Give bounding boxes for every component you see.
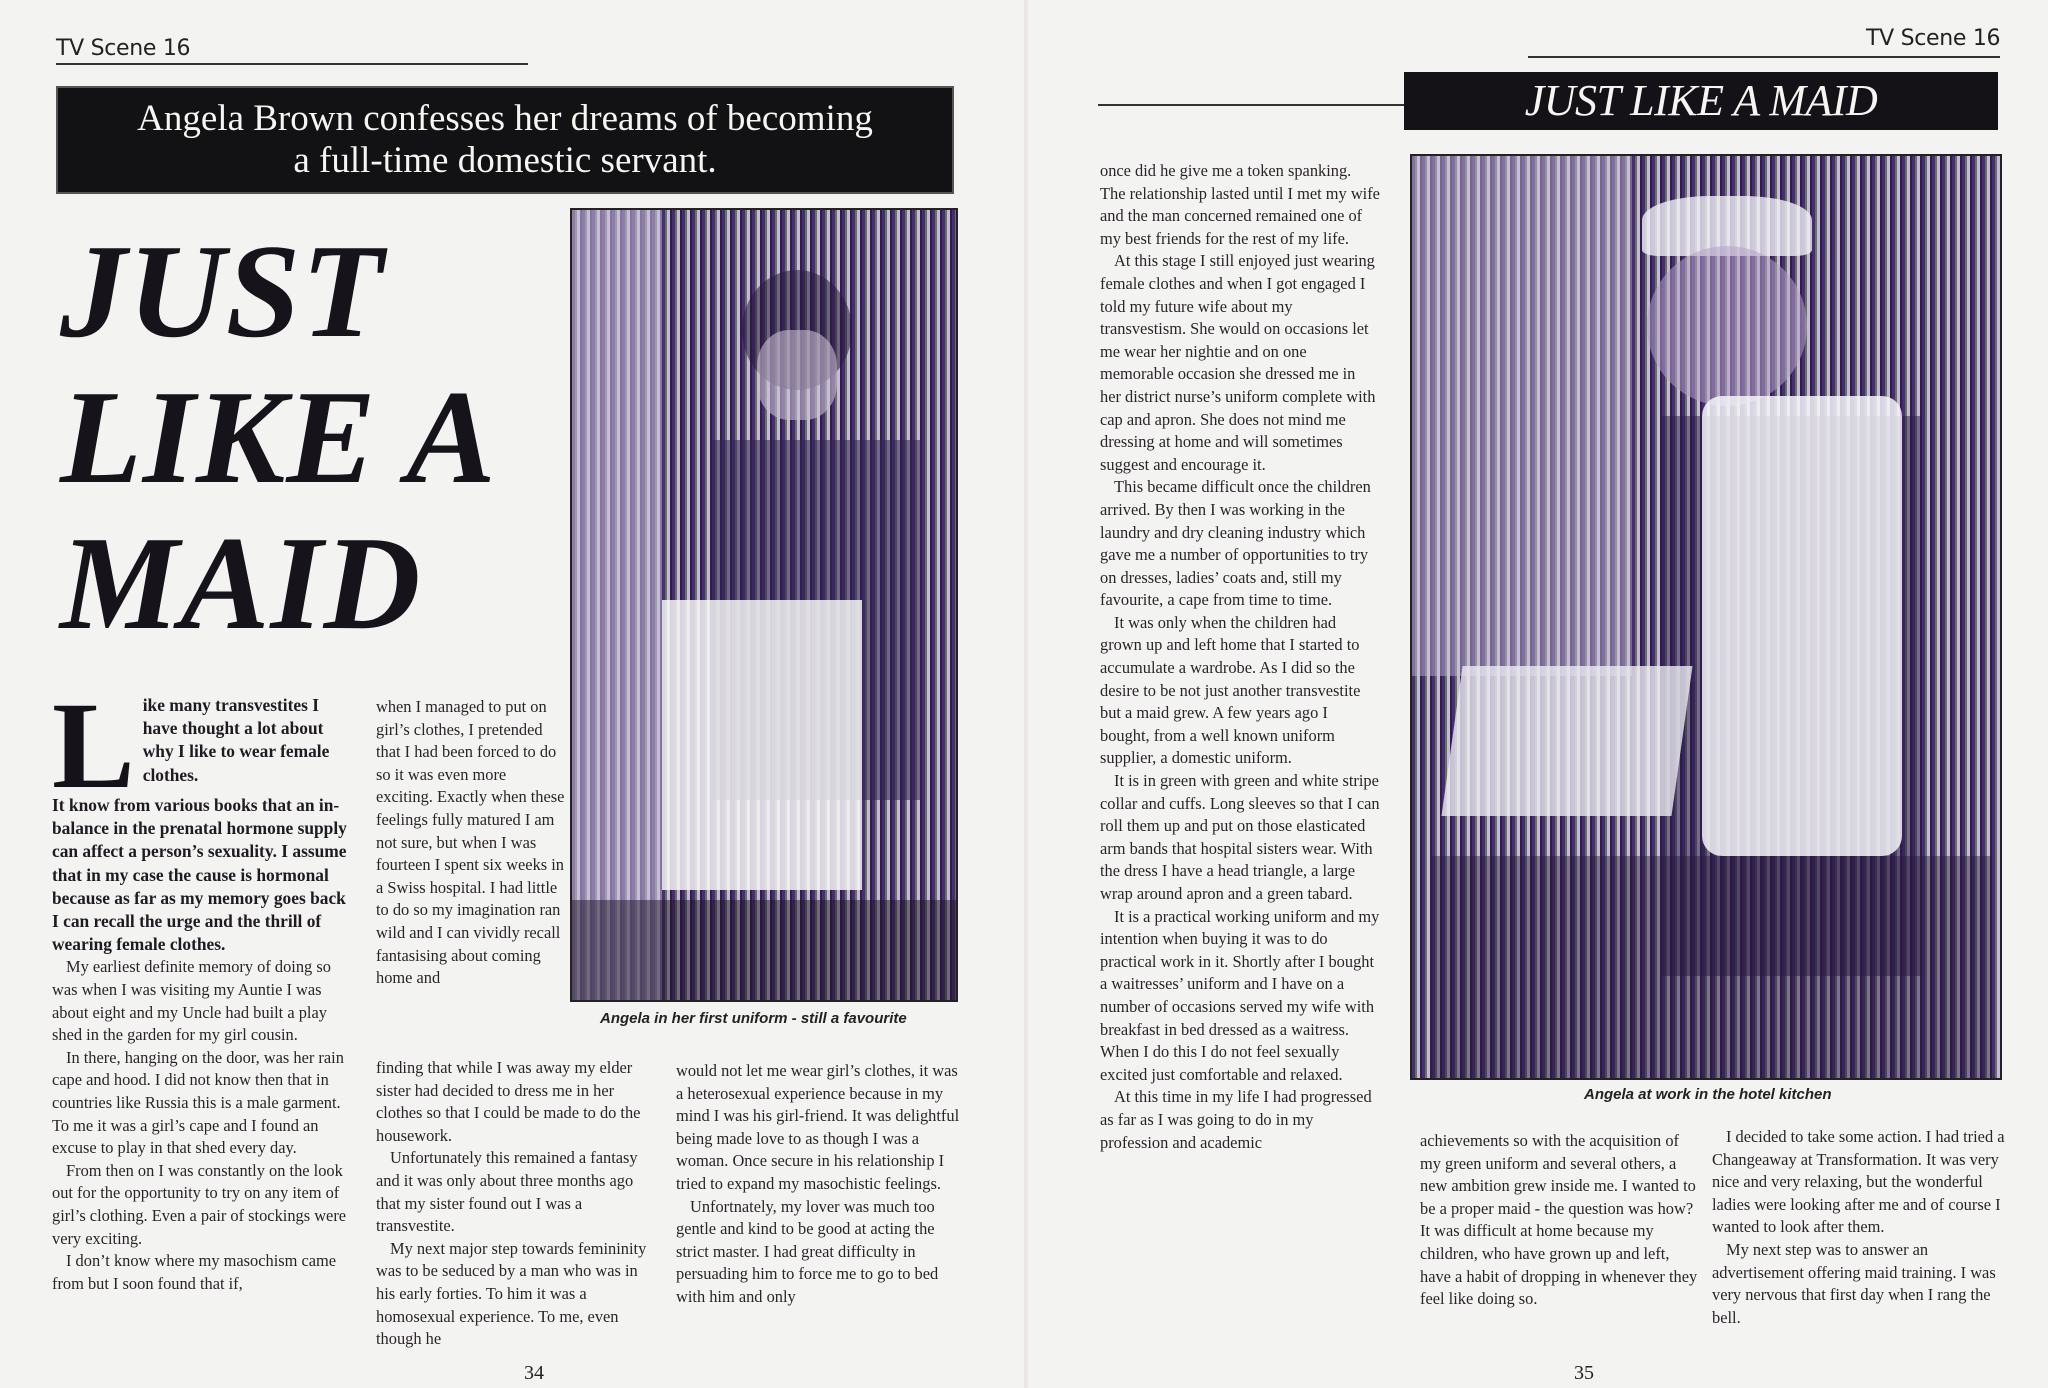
- page-number: 34: [524, 1362, 544, 1384]
- paragraph: It was only when the children had grown up and left home that I started to accumulate a wardrobe. As I did so the desire to be not just another transvestite but a maid grew. A few years ago I bought, from a well known uniform supplier, a domestic uniform.: [1100, 612, 1361, 768]
- paragraph: It is a practical working uniform and my intention when buying it was to do practical work in it. Shortly after I bought a waitresses’ uniform and I have on a number of occasions served my wife with breakfast in bed dressed as a waitress. When I do this I do not feel sexually excited just comfortable and relaxed.: [1100, 906, 1380, 1084]
- paragraph: when I managed to put on girl’s clothes, I pretended that I had been forced to do so it was even more exciting. Exactly when these feelings fully matured I am not sure, but when I was fourteen I spent six weeks in a Swiss hospital. I had little to do so my imagination ran wild and I can vividly recall fantasising about coming home and: [376, 697, 565, 988]
- article-column-5: [1420, 1130, 1700, 1311]
- lead-paragraph-2: It know from various books that an in-balance in the prenatal hormone supply can affect a person’s sexuality. I assume that in my case the cause is hormonal because as far as my memory goes back I can recall the urge and the thrill of wearing female clothes.: [52, 795, 347, 955]
- deck-line-2: a full-time domestic servant.: [293, 140, 717, 181]
- paragraph: Unfortnately, my lover was much too gentle and kind to be good at acting the strict master. I had great difficulty in persuading him to force me to go to bed with him and only: [676, 1196, 939, 1306]
- article-title: [60, 218, 497, 656]
- paragraph: In there, hanging on the door, was her rain cape and hood. I did not know then that in countries like Russia this is a male garment. To me it was a girl’s cape and I found an excuse to play in that shed every day.: [52, 1047, 344, 1158]
- running-head: TV Scene 16: [56, 36, 191, 61]
- title-line-1: JUST: [60, 217, 385, 365]
- paragraph: My next major step towards femininity was to be seduced by a man who was in his early forties. To him it was a homosexual experience. To me, even though he: [376, 1238, 647, 1349]
- title-line-2: LIKE A: [60, 363, 497, 511]
- photo-caption: Angela in her first uniform - still a favourite: [600, 1010, 907, 1027]
- paragraph: once did he give me a token spanking. The relationship lasted until I met my wife and the man concerned remained one of my best friends for the rest of my life.: [1100, 161, 1380, 248]
- paragraph: I don’t know where my masochism came from but I soon found that if,: [52, 1251, 337, 1293]
- article-column-6: [1712, 1126, 2012, 1329]
- deck-banner: [56, 86, 954, 194]
- article-column-2: [376, 1057, 656, 1351]
- banner-rule-left: [1098, 104, 1404, 106]
- title-banner: JUST LIKE A MAID: [1404, 72, 1998, 130]
- paragraph: This became difficult once the children arrived. By then I was working in the laundry and dry cleaning industry which gave me a number of opportunities to try on dresses, ladies’ coats and, still my favourite, a cape from time to time.: [1100, 477, 1371, 610]
- photo-hotel-kitchen: [1410, 154, 2002, 1080]
- page-number-right: 35: [1574, 1362, 1594, 1384]
- paragraph: My earliest definite memory of doing so was when I was visiting my Auntie I was about eight and my Uncle had built a play shed in the garden for my girl cousin.: [52, 957, 331, 1045]
- running-head-right: TV Scene 16: [1866, 26, 2001, 51]
- header-rule-right: [1528, 56, 2000, 58]
- deck-line-1: Angela Brown confesses her dreams of becoming: [137, 98, 873, 139]
- paragraph: From then on I was constantly on the look out for the opportunity to try on any item of girl’s clothing. Even a pair of stockings were very exciting.: [52, 1160, 347, 1248]
- paragraph: Unfortunately this remained a fantasy and it was only about three months ago that my sister found out I was a transvestite.: [376, 1148, 638, 1236]
- photo-caption-right: Angela at work in the hotel kitchen: [1584, 1086, 1832, 1103]
- header-rule: [56, 63, 528, 65]
- paragraph: It is in green with green and white stripe collar and cuffs. Long sleeves so that I can roll them up and put on those elasticated arm bands that hospital sisters wear. With the dress I have a head triangle, a large wrap around apron and a green tabard.: [1100, 771, 1380, 903]
- article-column-1: [52, 677, 352, 1295]
- article-column-3: [676, 1060, 966, 1309]
- paragraph: achievements so with the acquisition of my green uniform and several others, a new ambition grew inside me. I wanted to be a proper maid - the question was how? It was difficult at home because my children, who have grown up and left, have a habit of dropping in whenever they feel like doing so.: [1420, 1131, 1698, 1309]
- paragraph: I decided to take some action. I had tried a Changeaway at Transformation. It was very nice and very relaxing, but the wonderful ladies were looking after me and of course I wanted to look after them.: [1712, 1127, 2005, 1237]
- drop-cap: L: [52, 677, 135, 814]
- lead-text: ike many transvestites I have thought a lot about why I like to wear female clothes.: [142, 695, 330, 785]
- title-line-3: MAID: [60, 509, 422, 657]
- article-column-2-top: [376, 696, 566, 990]
- lead-paragraph: [52, 677, 352, 814]
- paragraph: My next step was to answer an advertisement offering maid training. I was very nervous that first day when I rang the bell.: [1712, 1239, 1996, 1327]
- paragraph: At this stage I still enjoyed just wearing female clothes and when I got engaged I told my future wife about my transvestism. She would on occasions let me wear her nightie and on one memorable occasion she dressed me in her district nurse’s uniform complete with cap and apron. She does not mind me dressing at home and will sometimes suggest and encourage it.: [1100, 251, 1376, 474]
- paragraph: would not let me wear girl’s clothes, it was a heterosexual experience because in my mind I was his girl-friend. It was delightful being made love to as though I was a woman. Once secure in his relationship I tried to expand my masochistic feelings.: [676, 1061, 960, 1193]
- photo-maid-uniform: [570, 208, 958, 1002]
- paragraph: finding that while I was away my elder sister had decided to dress me in her clothes so that I could be made to do the housework.: [376, 1058, 641, 1145]
- paragraph: At this time in my life I had progressed as far as I was going to do in my profession and academic: [1100, 1087, 1372, 1152]
- article-column-4: [1100, 160, 1380, 1154]
